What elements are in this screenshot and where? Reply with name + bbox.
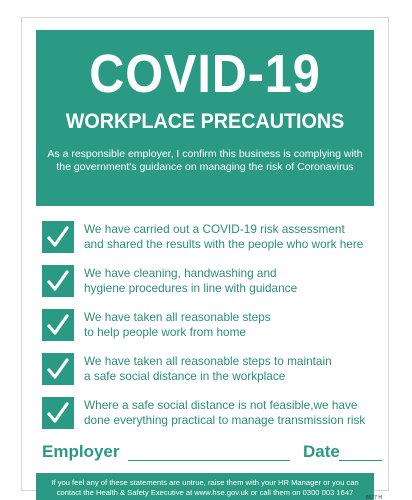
checklist-line: hygiene procedures in line with guidance <box>84 280 298 295</box>
header-banner <box>36 30 374 206</box>
checklist-text <box>84 354 332 384</box>
intro-line: the government's guidance on managing the risk of Coronavirus <box>56 161 354 173</box>
covid-poster <box>21 17 389 500</box>
signature-row <box>42 442 382 464</box>
employer-label: Employer <box>42 442 120 461</box>
checklist-line: We have cleaning, handwashing and <box>84 265 277 280</box>
date-label: Date <box>303 442 340 461</box>
checklist-line: done everything practical to manage transmission risk <box>84 412 366 427</box>
intro-statement <box>44 148 366 174</box>
checkmark-icon <box>42 265 74 297</box>
checklist-line: a safe social distance in the workplace <box>84 368 286 383</box>
employer-signature-line[interactable] <box>128 460 290 461</box>
checkmark-icon <box>42 353 74 385</box>
poster-title: COVID-19 <box>89 44 321 104</box>
checklist-line: and shared the results with the people who work here <box>84 236 364 251</box>
checklist-line: Where a safe social distance is not feasible,we have <box>84 397 358 412</box>
checklist-item <box>42 215 382 258</box>
intro-line: As a responsible employer, I confirm this business is complying with <box>47 148 363 160</box>
footer-line: contact the Health & Safety Executive at www.hse.gov.uk or call them on 0300 003 1647 <box>56 488 354 497</box>
checklist-text <box>84 310 271 340</box>
checklist-item <box>42 259 382 302</box>
checklist-text <box>84 222 363 252</box>
checklist-line: We have carried out a COVID-19 risk assessment <box>84 221 345 236</box>
poster-subtitle: WORKPLACE PRECAUTIONS <box>65 110 345 133</box>
checklist-line: to help people work from home <box>84 324 246 339</box>
date-line[interactable] <box>339 460 382 461</box>
checklist-item <box>42 391 382 434</box>
checklist-item <box>42 303 382 346</box>
checklist-text <box>84 266 297 296</box>
checkmark-icon <box>42 309 74 341</box>
checkmark-icon <box>42 397 74 429</box>
checklist-line: We have taken all reasonable steps to maintain <box>84 353 332 368</box>
checklist-item <box>42 347 382 390</box>
checklist-text <box>84 398 365 428</box>
product-code: 8577 H <box>365 495 382 500</box>
precautions-checklist <box>42 215 382 435</box>
footer-banner <box>36 473 374 500</box>
footer-line: If you feel any of these statements are untrue, raise them with your HR Manager or you can <box>51 478 359 487</box>
checklist-line: We have taken all reasonable steps <box>84 309 271 324</box>
checkmark-icon <box>42 221 74 253</box>
